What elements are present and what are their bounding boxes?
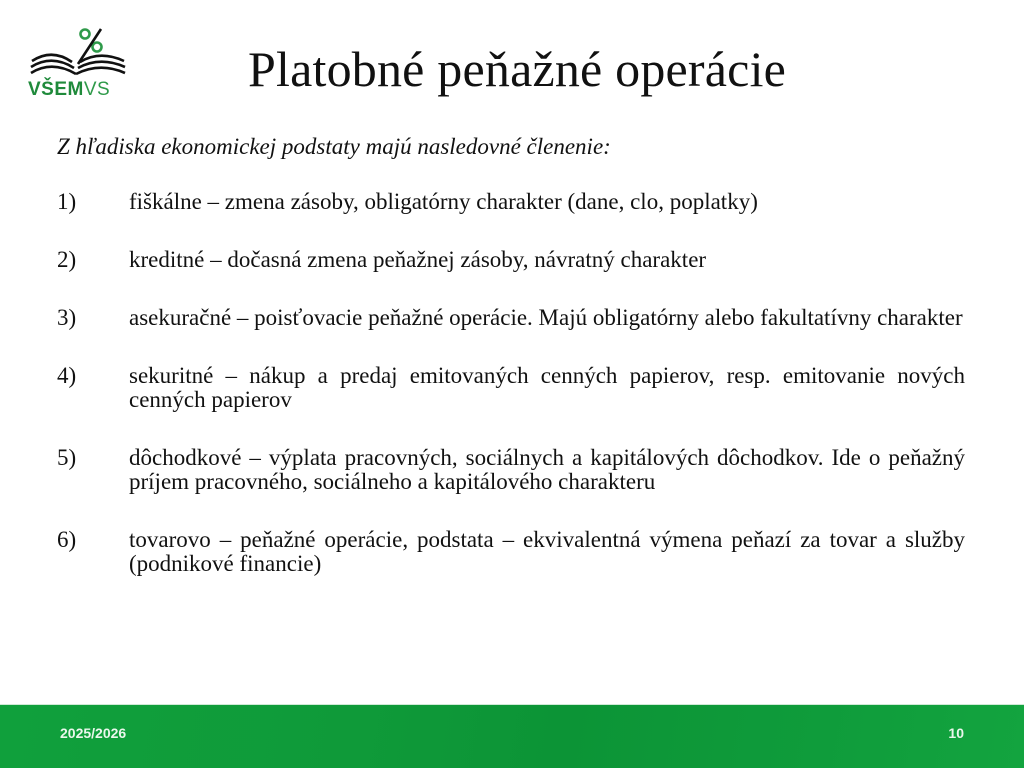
list-item-number: 2) bbox=[57, 247, 77, 272]
list-item-text: asekuračné – poisťovacie peňažné operácie. Majú obligatórny alebo fakultatívny charakter bbox=[129, 305, 963, 330]
slide-content bbox=[57, 133, 965, 610]
logo-wordmark bbox=[28, 80, 110, 100]
list-item-text: dôchodkové – výplata pracovných, sociálnych a kapitálových dôchodkov. Ide o peňažný príjem pracovného, sociálneho a kapitálového charakteru bbox=[129, 445, 965, 494]
list-item bbox=[57, 248, 965, 272]
list-item-text: sekuritné – nákup a predaj emitovaných cenných papierov, resp. emitovanie nových cenných papierov bbox=[129, 363, 965, 412]
academic-year: 2025/2026 bbox=[60, 725, 127, 741]
list-item bbox=[57, 306, 965, 330]
book-percent-icon bbox=[28, 26, 128, 82]
list-item-text: kreditné – dočasná zmena peňažnej zásoby, návratný charakter bbox=[129, 247, 707, 272]
list-item bbox=[57, 190, 965, 214]
school-logo bbox=[28, 26, 128, 104]
footer-bar bbox=[0, 704, 1024, 768]
list-item-text: tovarovo – peňažné operácie, podstata – ekvivalentná výmena peňazí za tovar a služby (podnikové financie) bbox=[129, 527, 965, 576]
slide-title: Platobné peňažné operácie bbox=[248, 41, 787, 97]
list-item-number: 1) bbox=[57, 189, 77, 214]
list-item-text: fiškálne – zmena zásoby, obligatórny charakter (dane, clo, poplatky) bbox=[129, 189, 758, 214]
list-item bbox=[57, 528, 965, 576]
list-item-number: 4) bbox=[57, 363, 77, 388]
list-item-number: 5) bbox=[57, 445, 77, 470]
list-item bbox=[57, 364, 965, 412]
page-number: 10 bbox=[948, 725, 964, 741]
logo-text-light: VS bbox=[83, 79, 111, 100]
logo-text-bold: VŠEM bbox=[28, 79, 84, 100]
intro-text: Z hľadiska ekonomickej podstaty majú nasledovné členenie: bbox=[57, 134, 611, 159]
list-item bbox=[57, 446, 965, 494]
list-item-number: 3) bbox=[57, 305, 77, 330]
list-item-number: 6) bbox=[57, 527, 77, 552]
